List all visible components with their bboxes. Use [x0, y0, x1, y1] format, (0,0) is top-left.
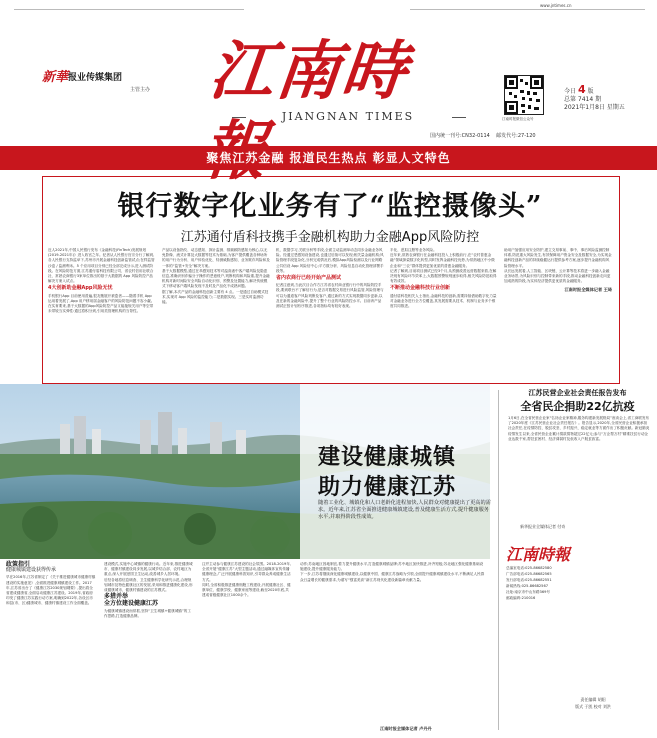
issue-info	[564, 83, 625, 112]
qr-label: 江南时报微信公众号	[502, 117, 534, 121]
feature-headline-line-1[interactable]: 建设健康城镇	[318, 444, 457, 470]
lead-section-heading: 省内农商行已经开始产品测试	[276, 275, 342, 282]
feature-section-heading: 多措并举	[104, 593, 129, 601]
group-name: 报业传媒集团	[68, 73, 123, 83]
editorial-contact-line: 发行部电话:025-86682551	[506, 578, 552, 582]
editorial-contact-line: 社址:南京市中山东路369号	[506, 590, 551, 594]
editorial-credits	[538, 697, 648, 710]
group-logo-mark: 新華	[42, 70, 69, 85]
issue-pages	[564, 83, 625, 96]
lead-column-1	[48, 248, 156, 314]
qr-code[interactable]	[504, 75, 544, 115]
feature-paragraph: 早在2016年,江苏省制定了《关于推进健康城市健康村镇建设的实施意见》,全面推进健康城镇建设工作。2017年,江苏省出台了《健康江苏2030规划纲要》,提出将全省建成健康省,全面启动健康江苏建设。2019年,省政府印发了健康江苏实践行动方案,明确到2022年,各设区市和县(市、区)健康城市、健康村镇建设工作全面覆盖。	[6, 575, 96, 606]
editor-credit: 责任编辑 胡阳	[580, 697, 606, 702]
feature-paragraph: 注并主动参与健康江苏建设的社会氛围。2018-2019年,全省开展“健康江苏”大型主题活动,通过融媒体宣传传播健康理念,广泛开展健康科普知识,引导群众养成健康生活方式。	[202, 562, 292, 582]
lead-paragraph: 产品以设备指纹、动态感知、探针监测、排频顾防感知为核心,以无免影像、流式计算及大数据等技术为基础,为客户提供覆盖各种场所的用户行为分析、用户体验优化、待测威胁感知、业务欺诈风险和及一体的“监管+安全”解决方案。	[162, 248, 270, 268]
editorial-contact-line: 新闻热线:025-86682567	[506, 584, 549, 588]
lead-paragraph: 近人2021年,中国人民银行发布《金融科技(FinTech)发展规划(2019-2021年)》进入收官之年。纪者从人民银行官宗分行了解到,各人民银行支持监举下,苏州市开展金融科技创新监管试点;在样监管沙盒 / 监测利米。5 个应用项目分别已经全部完成分示,进入测试阶段。在风险防范方面,江苏通付盾科技有限公司、省农村信用社联合社、常熟农商银行3家单位推出的基于大数据的 App 风险防控产品解决方案入试点。	[48, 248, 155, 284]
feature-column-4	[300, 562, 485, 583]
lead-paragraph: 近年来,常熟农商银行在金融科技投入上积极前行,在“农村普惠金融”领域探索数字化转型,同时发挥金融科技优势,为常熟地区中小微企业和“三农”群体提供更加优质的普惠金融服务。	[390, 253, 495, 268]
masthead-english: JIANGNAN TIMES	[281, 110, 415, 123]
feature-headline-line-2[interactable]: 助力健康江苏	[318, 474, 457, 500]
lead-subhead: 江苏通付盾科技携手金融机构助力金融App风险防控	[180, 230, 480, 245]
right-story-title[interactable]: 全省民企捐助22亿抗疫	[520, 400, 635, 413]
feature-section-subheading: 全方位建设健康江苏	[104, 600, 159, 608]
slogan: 聚焦江苏金融 报道民生热点 彰显人文特色	[206, 151, 451, 165]
feature-byline: 江南时报全媒体记者 卢丹丹	[380, 726, 432, 731]
lead-paragraph: 通付盾科技相关人士指出,金融科技的创新,需要持续借助数字化力量对金融业务进行全方位覆盖,其发展需要从技术、机制与业务多个维度共同推进。	[390, 293, 497, 309]
feature-column-2	[104, 562, 194, 619]
feature-paragraph: 建设模式,实施中心城镇的健康行动。近年来,推进健康城市、健康村镇建设同步发展,以城乡结合部、农村地区为重点,深入开展爱国卫生运动,改善城乡人居环境。	[104, 562, 193, 577]
lead-section-heading: 4大创新助金融App风险无忧	[48, 285, 113, 292]
feature-column-3	[202, 562, 292, 598]
lead-column-3	[276, 248, 384, 309]
editorial-contact-line: 广告部电话:025-86682565	[506, 572, 552, 576]
layout-credit: 版式 于凯 校对 刘洪	[575, 703, 611, 709]
pages-count: 4	[577, 83, 586, 96]
lead-byline: 江南时报全媒体记者 王琦	[564, 287, 612, 293]
feature-paragraph: 为健康城镇建设而常抓,坚持“卫生城镇+健康城镇”的工作思路,打造健康品牌。	[104, 608, 191, 618]
editorial-contacts	[506, 565, 646, 601]
feature-lede: 随着工业化、城镇化和人口老龄化进程加快,人民群众对健康提出了更高的需求。近年来,江苏省全面推进健康城镇建设,普及健康生活方式,提升健康服务水平,并取得阶段性成效。	[318, 500, 491, 521]
lead-column-2	[162, 248, 270, 305]
postal-code: 邮发代号:27-120	[496, 133, 536, 139]
masthead-en-rule-right	[452, 117, 466, 118]
right-story-byline: 新华报业全媒体记者 付奇	[520, 524, 566, 529]
lead-paragraph: 纪者注意到,当此次目合作方江苏省农村商业银行行中的风险防控手段,要到联台不了解信行为,是否对数据交易进行风险监管,风险管理与可以为通道客户风险判断及客户,通过新的方式实现数据同步更新,以及在新的金融风险中,提升了整个行业的风险防控水平。目前该产品测试正按计划有序推进,各项指标均有较好表现。	[276, 283, 384, 309]
editorial-contact-line: 总编室电话:025-86682580	[506, 566, 552, 570]
right-column-divider	[498, 390, 499, 730]
right-story-kicker: 江苏民营企业社会责任报告发布	[528, 389, 627, 397]
lead-paragraph: 记者了解到,目前项目测试已经3个月,从预测改善运营数据来看,在解决现有风险环节效率上,大数据预警规则逐步取得,相关风险防范取得有效成效。	[390, 268, 497, 284]
lead-paragraph: 机、数据学习,关联分析等手段,全面主动监测单动态同步金融业务风险。经通过恶感知设备建设,也通过后续可以发现;相关量金融机构;风险管理手段复杂化,分析完成情况后,模拟App风险检测以及行业网路公共信设 App 风险信中心;平方数分析、风险信息自动化管理部署手段等。	[276, 248, 384, 273]
issue-label: 今日	[564, 88, 577, 95]
lead-paragraph: 手机银行App 目前使用普遍,很友搬展开被盗者——随着手机 App 运用着发展了,App 用户移用届金融客户的风险防范问题不容小觑。在实育要来,基于大数据的App风险防控产品又能拖规关用户等空带未带较当实弹性:通过将积分到,引用类管理机构的当背性。	[48, 293, 155, 314]
feature-section-subheading: 健康城镇建设获得传承	[6, 567, 57, 574]
feature-paragraph: 动作;苏南地区因地制宜,着力提升健康水平,打造健康城镇品牌;苏中地区加快推进,补齐短板;苏北地区强化健康基础设施建设,提升健康服务能力。	[300, 562, 484, 572]
editorial-logo: 江南時報	[506, 545, 571, 564]
lead-column-5	[504, 248, 612, 293]
editorial-contact-line: 邮政编码:210016	[506, 596, 536, 600]
feature-section-heading: 政策指引	[6, 561, 31, 568]
feature-paragraph: 同时,全省积极推进健康细胞工程建设,开展健康社区、健康单位、健康学校、健康家庭等建设,截至2020年底,共建成省级健康社区1000余个。	[202, 582, 291, 598]
lead-paragraph: 助用户加强应用安全防护,建立交易事前、事中、事后风险监测控制体系,防范重大风险发生,有效保障用户资金安全及数据安全,为实现金融科技创新产品的持续稳健运行提供参考方案,逐步提升金融机构风险管理水平。	[504, 248, 612, 268]
lead-section-heading: 不断推动金融科技行业创新	[390, 285, 451, 292]
masthead-en-rule-left	[232, 117, 246, 118]
right-story-body: 1月6日,在全省民营企业家“弘扬企业家精神,服务构建新发展格局”座谈会上,省工商联发布了2020年度《江苏民营企业社会责任报告》。报告显示,2020年,全省民营企业积极承担社会责任,在疫情防控、脱贫攻坚、乡村振兴、稳定就业等方面作出了积极贡献。新冠肺炎疫情发生以来,全省民营企业累计捐款捐物超过22亿元;参与“万企帮万村”精准扶贫行动企业达数千家,帮扶贫困村、经济薄弱村及低收入户脱贫致富。	[508, 416, 650, 441]
lead-headline[interactable]: 银行数字化业务有了“监控摄像头”	[117, 191, 543, 222]
registration-line	[430, 132, 536, 139]
issue-date: 2021年1月8日 星期五	[564, 104, 625, 111]
site-url[interactable]: www.jntimes.cn	[540, 3, 572, 8]
masthead-title: 江南時報	[206, 34, 412, 109]
cn-number: 国内统一刊号:CN32-0114	[430, 133, 490, 139]
lead-paragraph: 从长远发展看,人工智能、区块链、云计算等技术将进一步融入金融业务场景,为风险识别与控制带来新的手段,推动金融科技创新走向更加成熟的阶段,为实体经济提供更优质的金融服务。	[504, 268, 611, 284]
feature-paragraph: 后经各地将信息调查、卫生健康科学化研究示范,合理规划城市及特色健康社区的发展,采用和推进健康化建设,形成健康城市、健康村镇建设的江苏模式。	[104, 577, 193, 593]
lead-paragraph: 据了解,本次产品的金融科技创新主要有 4 点。一是通过自助模式技术,实现对 App 风险的监控能力;二是数据实现。三是实时监测功能。	[162, 289, 269, 305]
lead-paragraph: 基于大数据模型,通过在恭感知技术等对溢高诸中客户端风险及隐患信息,准确识别诈骗分子操作的恶意账户,判断机构和风险重,提升金融机构对新时间险安全风险自动化识别、预警及处置能力,解决传统模式下移动客户端风险发现不及时及产品化不成熟问题。	[162, 268, 270, 289]
lead-column-4	[390, 248, 498, 309]
header-rule-right	[410, 9, 645, 10]
feature-paragraph: 下一步,江苏将继续深化健康城镇建设,以健康中国、健康江苏战略为引领,全面提升健康城镇建设水平,不断满足人民群众日益增长的健康需求,为谱写“强富美高”新江苏现代化建设新篇章贡献力量。	[300, 572, 485, 582]
lead-paragraph: 半化、虚拟注册等业务风险。	[390, 248, 437, 252]
group-sub: 主管主办	[130, 87, 151, 93]
issue-number: 总第 7414 期	[564, 96, 602, 103]
header-rule-left	[14, 9, 244, 10]
feature-column-1	[6, 562, 96, 607]
pages-unit: 版	[587, 88, 594, 95]
